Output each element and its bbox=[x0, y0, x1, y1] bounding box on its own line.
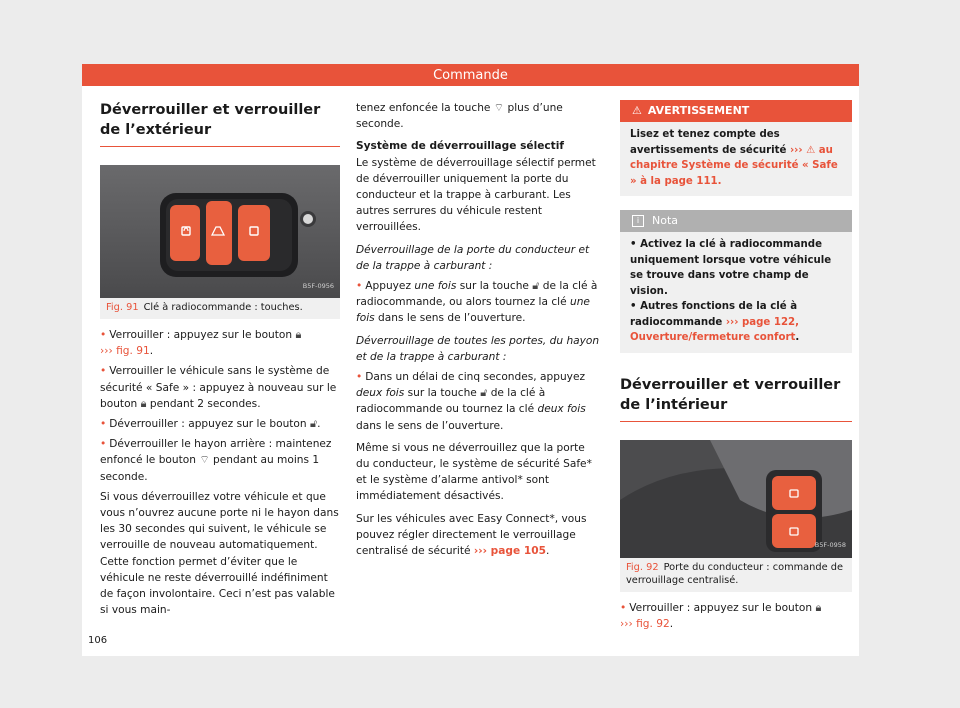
figure-badge: B5F-0958 bbox=[814, 541, 846, 550]
unlock-icon: 🔓︎ bbox=[532, 279, 540, 293]
key-fob-image bbox=[100, 165, 340, 298]
section-title: Commande bbox=[433, 67, 508, 83]
warning-header bbox=[620, 100, 852, 122]
car-trunk-icon: ⌔ bbox=[199, 453, 210, 467]
lock-icon: 🔒︎ bbox=[140, 396, 147, 410]
figure-label: Fig. 91 bbox=[106, 302, 139, 313]
page-link[interactable]: ››› page 122, Ouverture/fermeture confort bbox=[630, 316, 800, 343]
unlock-icon: 🔓︎ bbox=[310, 417, 318, 431]
warning-box bbox=[620, 100, 852, 196]
paragraph: Même si vous ne déverrouillez que la porte du conducteur, le système de sécurité Safe* et le système d’alarme antivol* sont immédiatement désactivés. bbox=[356, 441, 592, 503]
nota-text bbox=[620, 232, 852, 353]
list-item: • Autres fonctions de la clé à radiocommande ››› page 122, Ouverture/fermeture confort. bbox=[630, 301, 800, 343]
figure-92 bbox=[620, 440, 852, 592]
italic-heading: Déverrouillage de la porte du conducteur et de la trappe à carburant : bbox=[356, 243, 590, 272]
nota-header bbox=[620, 210, 852, 232]
list-item: • Verrouiller : appuyez sur le bouton 🔒︎ ››› fig. 92. bbox=[620, 600, 852, 632]
section-header bbox=[82, 64, 859, 86]
lock-icon: 🔒︎ bbox=[295, 328, 302, 341]
info-icon: i bbox=[632, 215, 644, 227]
manual-page bbox=[82, 64, 859, 656]
italic-heading: Déverrouillage de toutes les portes, du hayon et de la trappe à carburant : bbox=[356, 334, 600, 363]
figure-caption-text: Porte du conducteur : commande de verrouillage centralisé. bbox=[626, 561, 843, 586]
figure-label: Fig. 92 bbox=[626, 561, 659, 573]
list-item: • Déverrouiller : appuyez sur le bouton 🔓︎. bbox=[100, 416, 340, 432]
page-link[interactable]: ››› page 105 bbox=[473, 545, 546, 558]
warning-triangle-icon: ⚠︎ bbox=[632, 103, 642, 117]
figure-caption-text: Clé à radiocommande : touches. bbox=[143, 302, 303, 313]
list-item: • Verrouiller le véhicule sans le système de sécurité « Safe » : appuyez à nouveau sur le bouton 🔒︎ pendant 2 secondes. bbox=[100, 363, 340, 412]
car-trunk-icon: ⌔ bbox=[493, 101, 505, 114]
warning-triangle-icon: ⚠︎ bbox=[806, 144, 816, 156]
figure-91 bbox=[100, 165, 340, 319]
lock-icon: 🔒︎ bbox=[815, 600, 822, 614]
fig-link[interactable]: ››› fig. 92 bbox=[620, 617, 670, 630]
list-item: • Dans un délai de cinq secondes, appuyez deux fois sur la touche 🔓︎ de la clé à radiocommande ou tournez la clé deux fois dans le sens de l’ouverture. bbox=[356, 369, 600, 434]
paragraph: Si vous déverrouillez votre véhicule et que vous n’ouvrez aucune porte ni le hayon dans les 30 secondes qui suivent, le véhicule se verrouille de nouveau automatiquement. Cette fonction permet d’éviter que le véhicule ne reste déverrouillé indéfiniment de façon involontaire. Ceci n’est pas valable si vous main- bbox=[100, 490, 339, 617]
nota-box bbox=[620, 210, 852, 353]
door-control-image bbox=[620, 440, 852, 558]
figure-badge: B5F-0956 bbox=[302, 281, 334, 290]
fig-link[interactable]: ››› fig. 91 bbox=[100, 345, 150, 358]
list-item: • Appuyez une fois sur la touche 🔓︎ de la clé à radiocommande, ou alors tournez la clé une fois dans le sens de l’ouverture. bbox=[356, 278, 600, 327]
subheading: Système de déverrouillage sélectif bbox=[356, 140, 564, 153]
warning-title: AVERTISSEMENT bbox=[647, 103, 750, 117]
paragraph: Le système de déverrouillage sélectif permet de déverrouiller uniquement la porte du conducteur et la trappe à carburant. Les autres serrures du véhicule restent verrouillées. bbox=[356, 156, 596, 234]
list-item: • Verrouiller : appuyez sur le bouton 🔒︎ ››› fig. 91. bbox=[100, 327, 340, 359]
unlock-icon: 🔓︎ bbox=[480, 386, 488, 400]
page-number: 106 bbox=[88, 635, 108, 646]
figure-caption bbox=[620, 558, 852, 592]
warning-link[interactable]: ››› bbox=[789, 144, 803, 156]
heading-interior: Déverrouiller et verrouiller de l’intérieur bbox=[620, 375, 852, 422]
column-middle bbox=[356, 100, 600, 559]
column-right bbox=[620, 100, 852, 632]
paragraph: Sur les véhicules avec Easy Connect*, vous pouvez régler directement le verrouillage centralisé de sécurité ››› page 105. bbox=[356, 512, 587, 558]
list-item: • Déverrouiller le hayon arrière : maintenez enfoncé le bouton ⌔ pendant au moins 1 seconde. bbox=[100, 436, 340, 485]
warning-text: Lisez et tenez compte des avertissements de sécurité ››› ⚠︎ au chapitre Système de sécurité « Safe » à la page 111. bbox=[630, 129, 838, 187]
list-item: • Activez la clé à radiocommande uniquement lorsque votre véhicule se trouve dans votre champ de vision. bbox=[630, 239, 832, 297]
column-left bbox=[100, 100, 340, 618]
nota-title: Nota bbox=[652, 213, 679, 227]
heading-exterior: Déverrouiller et verrouiller de l’extérieur bbox=[100, 100, 340, 147]
paragraph: tenez enfoncée la touche ⌔ plus d’une seconde. bbox=[356, 101, 563, 131]
figure-caption bbox=[100, 298, 340, 319]
